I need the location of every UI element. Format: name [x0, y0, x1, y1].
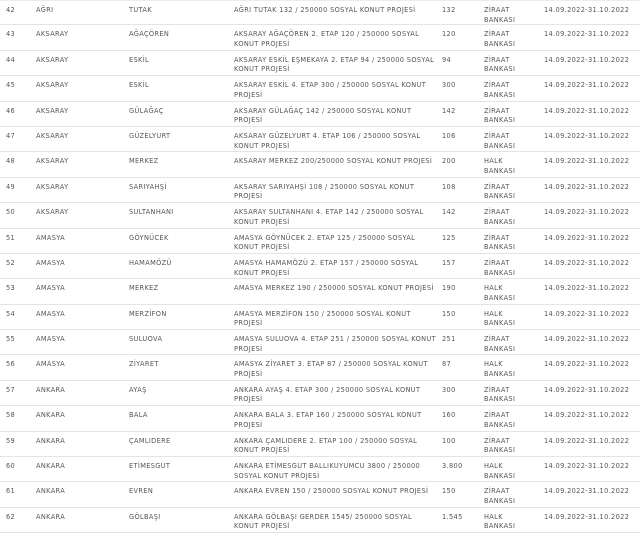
project-name-cell: ANKARA ÇAMLIDERE 2. ETAP 100 / 250000 SOSYAL KONUT PROJESİ: [234, 436, 418, 455]
application-dates-cell: 14.09.2022-31.10.2022: [544, 284, 630, 293]
district-cell: GÖLBAŞI: [129, 512, 161, 521]
province-cell: ANKARA: [36, 385, 66, 394]
unit-count-cell: 157: [442, 258, 456, 267]
province-cell: AKSARAY: [36, 157, 69, 166]
bank-cell: ZİRAAT BANKASI: [484, 208, 516, 226]
bank-cell: ZİRAAT BANKASI: [484, 30, 516, 48]
district-cell: ETİMESGUT: [129, 462, 171, 471]
application-dates-cell: 14.09.2022-31.10.2022: [544, 436, 630, 445]
table-row: [0, 406, 640, 431]
district-cell: BALA: [129, 411, 148, 420]
bank-cell: ZİRAAT BANKASI: [484, 258, 516, 277]
row-number: 62: [6, 512, 16, 521]
table-row: [0, 1, 640, 25]
application-dates-cell: 14.09.2022-31.10.2022: [544, 335, 630, 344]
application-dates-cell: 14.09.2022-31.10.2022: [544, 233, 630, 242]
unit-count-cell: 94: [442, 55, 452, 64]
row-number: 53: [6, 284, 16, 293]
district-cell: SARIYAHŞİ: [129, 182, 167, 191]
province-cell: AKSARAY: [36, 81, 69, 90]
project-name-cell: ANKARA AYAŞ 4. ETAP 300 / 250000 SOSYAL KONUT PROJESİ: [234, 385, 421, 404]
project-name-cell: AKSARAY GÜLAĞAÇ 142 / 250000 SOSYAL KONUT PROJESİ: [234, 106, 412, 125]
row-number: 49: [6, 182, 16, 191]
province-cell: ANKARA: [36, 512, 66, 521]
district-cell: TUTAK: [129, 6, 152, 14]
district-cell: ESKİL: [129, 55, 150, 64]
application-dates-cell: 14.09.2022-31.10.2022: [544, 309, 630, 318]
province-cell: AMASYA: [36, 258, 66, 267]
project-name-cell: ANKARA EVREN 150 / 250000 SOSYAL KONUT PROJESİ: [234, 487, 429, 496]
province-cell: AMASYA: [36, 309, 66, 318]
project-name-cell: AKSARAY SULTANHANI 4. ETAP 142 / 250000 SOSYAL KONUT PROJESİ: [234, 208, 424, 226]
district-cell: GÖYNÜCEK: [129, 233, 169, 242]
unit-count-cell: 106: [442, 131, 456, 140]
table-row: [0, 76, 640, 101]
project-name-cell: AKSARAY MERKEZ 200/250000 SOSYAL KONUT PROJESİ: [234, 157, 433, 166]
project-name-cell: AMASYA MERKEZ 190 / 250000 SOSYAL KONUT PROJESİ: [234, 284, 434, 293]
table-row: [0, 508, 640, 533]
project-name-cell: AMASYA ZİYARET 3. ETAP 87 / 250000 SOSYAL KONUT PROJESİ: [234, 360, 428, 379]
table-row: [0, 279, 640, 304]
row-number: 60: [6, 462, 16, 471]
application-dates-cell: 14.09.2022-31.10.2022: [544, 106, 630, 115]
application-dates-cell: 14.09.2022-31.10.2022: [544, 462, 630, 471]
application-dates-cell: 14.09.2022-31.10.2022: [544, 6, 630, 14]
bank-cell: ZİRAAT BANKASI: [484, 436, 516, 455]
district-cell: MERKEZ: [129, 284, 159, 293]
unit-count-cell: 251: [442, 335, 456, 344]
row-number: 42: [6, 6, 16, 14]
application-dates-cell: 14.09.2022-31.10.2022: [544, 55, 630, 64]
province-cell: AMASYA: [36, 233, 66, 242]
province-cell: AMASYA: [36, 284, 66, 293]
province-cell: AMASYA: [36, 335, 66, 344]
unit-count-cell: 120: [442, 30, 456, 39]
row-number: 45: [6, 81, 16, 90]
project-name-cell: ANKARA GÖLBAŞI GERDER 1545/ 250000 SOSYAL KONUT PROJESİ: [234, 512, 413, 531]
project-name-cell: AĞRI TUTAK 132 / 250000 SOSYAL KONUT PROJESİ: [234, 6, 416, 14]
table-row: [0, 203, 640, 228]
bank-cell: ZİRAAT BANKASI: [484, 385, 516, 404]
application-dates-cell: 14.09.2022-31.10.2022: [544, 512, 630, 521]
table-row: [0, 152, 640, 177]
application-dates-cell: 14.09.2022-31.10.2022: [544, 385, 630, 394]
district-cell: EVREN: [129, 487, 154, 496]
table-row: [0, 482, 640, 507]
unit-count-cell: 300: [442, 385, 456, 394]
row-number: 57: [6, 385, 16, 394]
row-number: 48: [6, 157, 16, 166]
unit-count-cell: 142: [442, 106, 456, 115]
row-number: 44: [6, 55, 16, 64]
table-row: [0, 381, 640, 406]
project-name-cell: AMASYA HAMAMÖZÜ 2. ETAP 157 / 250000 SOSYAL KONUT PROJESİ: [234, 258, 419, 277]
application-dates-cell: 14.09.2022-31.10.2022: [544, 360, 630, 369]
row-number: 58: [6, 411, 16, 420]
province-cell: AMASYA: [36, 360, 66, 369]
unit-count-cell: 108: [442, 182, 456, 191]
application-dates-cell: 14.09.2022-31.10.2022: [544, 30, 630, 39]
project-name-cell: AKSARAY SARIYAHŞİ 108 / 250000 SOSYAL KONUT PROJESİ: [234, 182, 415, 201]
table-row: [0, 51, 640, 76]
application-dates-cell: 14.09.2022-31.10.2022: [544, 208, 630, 217]
bank-cell: ZİRAAT BANKASI: [484, 182, 516, 201]
unit-count-cell: 150: [442, 309, 456, 318]
district-cell: MERKEZ: [129, 157, 159, 166]
province-cell: ANKARA: [36, 436, 66, 445]
project-name-cell: AMASYA SULUOVA 4. ETAP 251 / 250000 SOSYAL KONUT PROJESİ: [234, 335, 436, 353]
bank-cell: HALK BANKASI: [484, 309, 516, 328]
row-number: 46: [6, 106, 16, 115]
province-cell: ANKARA: [36, 411, 66, 420]
table-row: [0, 102, 640, 127]
table-row: [0, 178, 640, 203]
row-number: 55: [6, 335, 16, 344]
row-number: 51: [6, 233, 16, 242]
unit-count-cell: 300: [442, 81, 456, 90]
application-dates-cell: 14.09.2022-31.10.2022: [544, 487, 630, 496]
unit-count-cell: 142: [442, 208, 456, 217]
row-number: 54: [6, 309, 16, 318]
province-cell: ANKARA: [36, 487, 66, 496]
table-row: [0, 432, 640, 457]
province-cell: AKSARAY: [36, 106, 69, 115]
row-number: 43: [6, 30, 16, 39]
bank-cell: ZİRAAT BANKASI: [484, 233, 516, 252]
district-cell: HAMAMÖZÜ: [129, 258, 172, 267]
project-name-cell: ANKARA BALA 3. ETAP 160 / 250000 SOSYAL KONUT PROJESİ: [234, 411, 422, 429]
project-name-cell: AKSARAY ESKİL EŞMEKAYA 2. ETAP 94 / 250000 SOSYAL KONUT PROJESİ: [234, 55, 435, 74]
row-number: 56: [6, 360, 16, 369]
table-row: [0, 254, 640, 279]
application-dates-cell: 14.09.2022-31.10.2022: [544, 411, 630, 420]
district-cell: AĞAÇÖREN: [129, 30, 170, 39]
bank-cell: ZİRAAT BANKASI: [484, 81, 516, 99]
bank-cell: HALK BANKASI: [484, 512, 516, 531]
bank-cell: HALK BANKASI: [484, 284, 516, 302]
bank-cell: ZİRAAT BANKASI: [484, 411, 516, 429]
district-cell: GÜZELYURT: [129, 131, 171, 140]
project-name-cell: AMASYA MERZİFON 150 / 250000 SOSYAL KONUT PROJESİ: [234, 309, 411, 328]
bank-cell: ZİRAAT BANKASI: [484, 55, 516, 74]
row-number: 50: [6, 208, 16, 217]
table-row: [0, 25, 640, 50]
table-row: [0, 457, 640, 482]
application-dates-cell: 14.09.2022-31.10.2022: [544, 81, 630, 90]
district-cell: GÜLAĞAÇ: [129, 106, 164, 115]
district-cell: SULUOVA: [129, 335, 163, 344]
district-cell: ZİYARET: [129, 360, 159, 369]
province-cell: ANKARA: [36, 462, 66, 471]
district-cell: MERZİFON: [129, 309, 167, 318]
district-cell: ESKİL: [129, 81, 150, 90]
row-number: 61: [6, 487, 16, 496]
province-cell: AKSARAY: [36, 182, 69, 191]
project-name-cell: AKSARAY AĞAÇÖREN 2. ETAP 120 / 250000 SOSYAL KONUT PROJESİ: [234, 30, 420, 48]
district-cell: AYAŞ: [129, 385, 147, 394]
application-dates-cell: 14.09.2022-31.10.2022: [544, 182, 630, 191]
application-dates-cell: 14.09.2022-31.10.2022: [544, 131, 630, 140]
unit-count-cell: 125: [442, 233, 456, 242]
province-cell: AKSARAY: [36, 131, 69, 140]
project-name-cell: AMASYA GÖYNÜCEK 2. ETAP 125 / 250000 SOSYAL KONUT PROJESİ: [234, 233, 416, 252]
province-cell: AKSARAY: [36, 208, 69, 217]
bank-cell: ZİRAAT BANKASI: [484, 487, 516, 506]
table-row: [0, 305, 640, 330]
unit-count-cell: 1.545: [442, 512, 463, 521]
unit-count-cell: 190: [442, 284, 456, 293]
bank-cell: HALK BANKASI: [484, 462, 516, 480]
bank-cell: ZİRAAT BANKASI: [484, 131, 516, 150]
bank-cell: HALK BANKASI: [484, 360, 516, 379]
table-row: [0, 127, 640, 152]
district-cell: ÇAMLIDERE: [129, 436, 171, 445]
row-number: 59: [6, 436, 16, 445]
unit-count-cell: 100: [442, 436, 456, 445]
unit-count-cell: 3.800: [442, 462, 463, 471]
application-dates-cell: 14.09.2022-31.10.2022: [544, 157, 630, 166]
project-name-cell: AKSARAY GÜZELYURT 4. ETAP 106 / 250000 SOSYAL KONUT PROJESİ: [234, 131, 421, 150]
bank-cell: HALK BANKASI: [484, 157, 516, 175]
bank-cell: ZİRAAT BANKASI: [484, 6, 516, 24]
project-name-cell: ANKARA ETİMESGUT BALLIKUYUMCU 3800 / 250000 SOSYAL KONUT PROJESİ: [234, 462, 421, 480]
unit-count-cell: 150: [442, 487, 456, 496]
unit-count-cell: 87: [442, 360, 452, 369]
bank-cell: ZİRAAT BANKASI: [484, 106, 516, 125]
unit-count-cell: 132: [442, 6, 456, 14]
table-row: [0, 355, 640, 380]
province-cell: AKSARAY: [36, 30, 69, 39]
province-cell: AĞRI: [36, 6, 54, 14]
province-cell: AKSARAY: [36, 55, 69, 64]
bank-cell: ZİRAAT BANKASI: [484, 335, 516, 353]
table-row: [0, 330, 640, 355]
row-number: 52: [6, 258, 16, 267]
application-dates-cell: 14.09.2022-31.10.2022: [544, 258, 630, 267]
row-number: 47: [6, 131, 16, 140]
unit-count-cell: 200: [442, 157, 456, 166]
table-row: [0, 229, 640, 254]
project-name-cell: AKSARAY ESKİL 4. ETAP 300 / 250000 SOSYAL KONUT PROJESİ: [234, 81, 427, 99]
unit-count-cell: 160: [442, 411, 456, 420]
district-cell: SULTANHANI: [129, 208, 174, 217]
